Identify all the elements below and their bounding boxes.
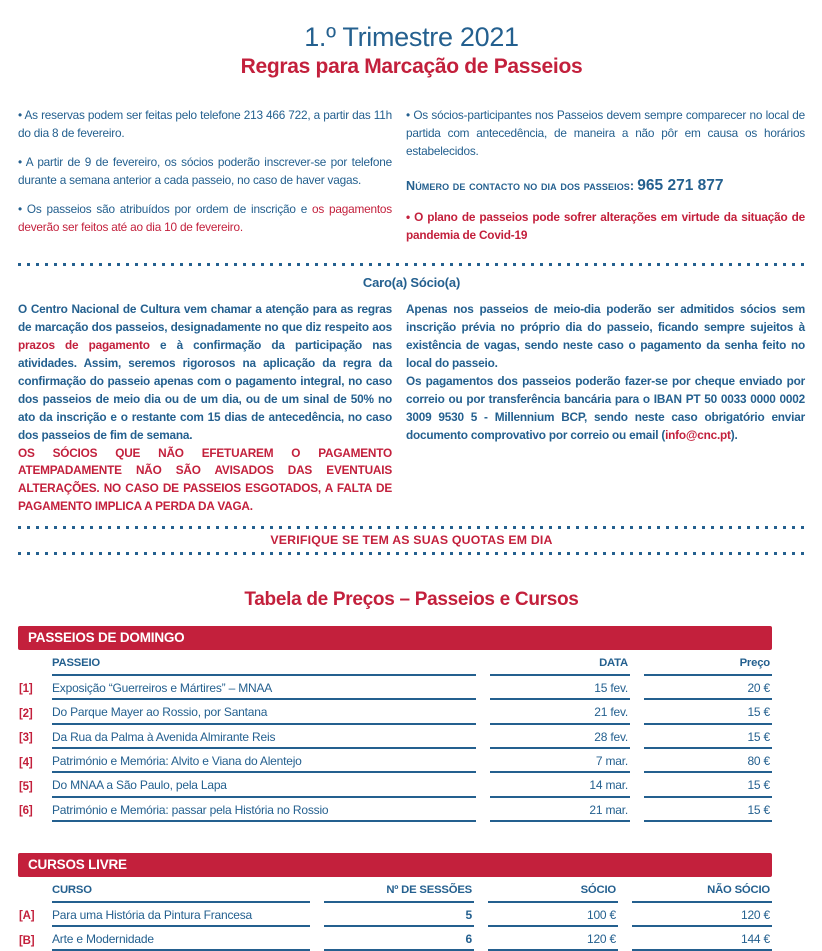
table-cursos-title-bar: CURSOS LIVRE — [18, 853, 772, 877]
table-row — [18, 725, 772, 749]
intro-left-column — [18, 107, 392, 245]
row-name: Património e Memória: passar pela História no Rossio — [52, 798, 476, 822]
row-price: 15 € — [644, 773, 772, 797]
table-passeios-header-row — [18, 650, 772, 676]
row-date: 14 mar. — [490, 773, 630, 797]
table-passeios-domingo — [18, 626, 772, 822]
row-number: [A] — [19, 910, 35, 923]
dotted-divider — [18, 552, 805, 555]
payment-warning: OS SÓCIOS QUE NÃO EFETUAREM O PAGAMENTO ATEMPADAMENTE NÃO SÃO AVISADOS DAS EVENTUAIS ALTERAÇÕES. NO CASO DE PASSEIOS ESGOTADOS, A FALTA DE PAGAMENTO IMPLICA A PERDA DA VAGA. — [18, 445, 392, 514]
letter-right-p2 — [406, 373, 805, 445]
row-nao-socio-price: 144 € — [632, 927, 772, 951]
intro-section — [18, 107, 805, 245]
row-socio-price: 100 € — [488, 903, 618, 927]
row-name: Da Rua da Palma à Avenida Almirante Reis — [52, 725, 476, 749]
table-cursos-livre — [18, 853, 772, 951]
row-sessions: 6 — [324, 927, 474, 951]
row-socio-price: 120 € — [488, 927, 618, 951]
row-number: [6] — [19, 805, 33, 818]
row-sessions: 5 — [324, 903, 474, 927]
row-number: [2] — [19, 707, 33, 720]
intro-right-column — [406, 107, 805, 245]
row-name: Do MNAA a São Paulo, pela Lapa — [52, 773, 476, 797]
table-passeios-title-bar: PASSEIOS DE DOMINGO — [18, 626, 772, 650]
header-nao-socio: NÃO SÓCIO — [632, 877, 772, 903]
row-date: 28 fev. — [490, 725, 630, 749]
letter-left-p1-b: e à confirmação da participação nas atividades. Assim, seremos rigorosos na aplicação da regra da confirmação do passeio apenas com o pagamento integral, no caso dos passeios de meio dia ou de um dia, ou de um sinal de 50% no ato da inscrição e o restante com 15 dias de antecedência, no caso dos passeios de fim de semana. — [18, 338, 392, 442]
dotted-divider — [18, 263, 805, 266]
row-name: Exposição “Guerreiros e Mártires” – MNAA — [52, 676, 476, 700]
header-socio: SÓCIO — [488, 877, 618, 903]
bullet-comparecer: • Os sócios-participantes nos Passeios devem sempre comparecer no local de partida com antecedência, de maneira a não pôr em causa os horários estabelecidos. — [406, 108, 805, 158]
letter-left-p1-a: O Centro Nacional de Cultura vem chamar a atenção para as regras de marcação dos passeios, designadamente no que diz respeito aos — [18, 302, 392, 335]
header-passeio: PASSEIO — [52, 650, 476, 676]
header-preco: Preço — [644, 650, 772, 676]
row-date: 7 mar. — [490, 749, 630, 773]
letter-right-column — [406, 301, 805, 516]
dotted-divider — [18, 526, 805, 529]
row-number: [5] — [19, 780, 33, 793]
letter-left-paragraph — [18, 301, 392, 444]
row-name: Património e Memória: Alvito e Viana do Alentejo — [52, 749, 476, 773]
row-name: Para uma História da Pintura Francesa — [52, 903, 310, 927]
table-row — [18, 700, 772, 724]
row-nao-socio-price: 120 € — [632, 903, 772, 927]
header-sessoes: Nº DE SESSÕES — [324, 877, 474, 903]
prices-section-title: Tabela de Preços – Passeios e Cursos — [244, 589, 579, 611]
row-number: [3] — [19, 732, 33, 745]
row-date: 21 mar. — [490, 798, 630, 822]
covid-note: • O plano de passeios pode sofrer alterações em virtude da situação de pandemia de Covid-19 — [406, 210, 805, 243]
header-num-spacer — [18, 666, 38, 676]
table-row — [18, 676, 772, 700]
page-subtitle: Regras para Marcação de Passeios — [240, 55, 583, 78]
row-price: 15 € — [644, 700, 772, 724]
row-price: 20 € — [644, 676, 772, 700]
letter-left-p1-red: prazos de pagamento — [18, 338, 150, 352]
table-row — [18, 927, 772, 951]
row-price: 15 € — [644, 798, 772, 822]
letter-section — [18, 301, 805, 516]
letter-left-column — [18, 301, 392, 516]
row-name: Arte e Modernidade — [52, 927, 310, 951]
table-row — [18, 903, 772, 927]
bullet-reservas: • As reservas podem ser feitas pelo telefone 213 466 722, a partir das 11h do dia 8 de fevereiro. — [18, 108, 392, 140]
email-link[interactable]: info@cnc.pt — [665, 427, 731, 442]
page-title: 1.º Trimestre 2021 — [304, 22, 519, 52]
row-number: [B] — [19, 934, 35, 947]
header-num-spacer — [18, 893, 38, 903]
bullet-ordem-red-text: os pagamentos deverão ser feitos até ao dia 10 de fevereiro. — [18, 201, 392, 234]
contact-phone-number: 965 271 877 — [637, 176, 724, 194]
row-date: 15 fev. — [490, 676, 630, 700]
contact-label: Número de contacto no dia dos passeios: — [406, 178, 635, 193]
salutation: Caro(a) Sócio(a) — [362, 275, 461, 291]
row-number: [4] — [19, 756, 33, 769]
table-row — [18, 749, 772, 773]
header-data: DATA — [490, 650, 630, 676]
row-number: [1] — [19, 683, 33, 696]
bullet-ordem-blue-text: • Os passeios são atribuídos por ordem de inscrição e — [18, 201, 313, 216]
letter-right-p2-b: ). — [730, 427, 738, 442]
bullet-inscricao: • A partir de 9 de fevereiro, os sócios poderão inscrever-se por telefone durante a semana anterior a cada passeio, no caso de haver vagas. — [18, 154, 392, 187]
table-spacer — [18, 822, 805, 853]
quotas-banner: VERIFIQUE SE TEM AS SUAS QUOTAS EM DIA — [270, 533, 553, 548]
row-price: 80 € — [644, 749, 772, 773]
letter-right-p2-a: Os pagamentos dos passeios poderão fazer-se por cheque enviado por correio ou por transferência bancária para o IBAN PT 50 0033 0000 0002 3009 9530 5 - Millennium BCP, sendo neste caso obrigatório enviar documento comprovativo por correio ou email ( — [406, 373, 805, 442]
row-price: 15 € — [644, 725, 772, 749]
contact-line — [406, 174, 805, 198]
letter-right-p1: Apenas nos passeios de meio-dia poderão ser admitidos sócios sem inscrição prévia no próprio dia do passeio, ficando sempre sujeitos à existência de vagas, sendo neste caso o pagamento da senha feito no local do passeio. — [406, 302, 805, 370]
bullet-ordem — [18, 201, 392, 237]
table-cursos-header-row — [18, 877, 772, 903]
header-curso: CURSO — [52, 877, 310, 903]
table-row — [18, 773, 772, 797]
row-date: 21 fev. — [490, 700, 630, 724]
row-name: Do Parque Mayer ao Rossio, por Santana — [52, 700, 476, 724]
table-row — [18, 798, 772, 822]
